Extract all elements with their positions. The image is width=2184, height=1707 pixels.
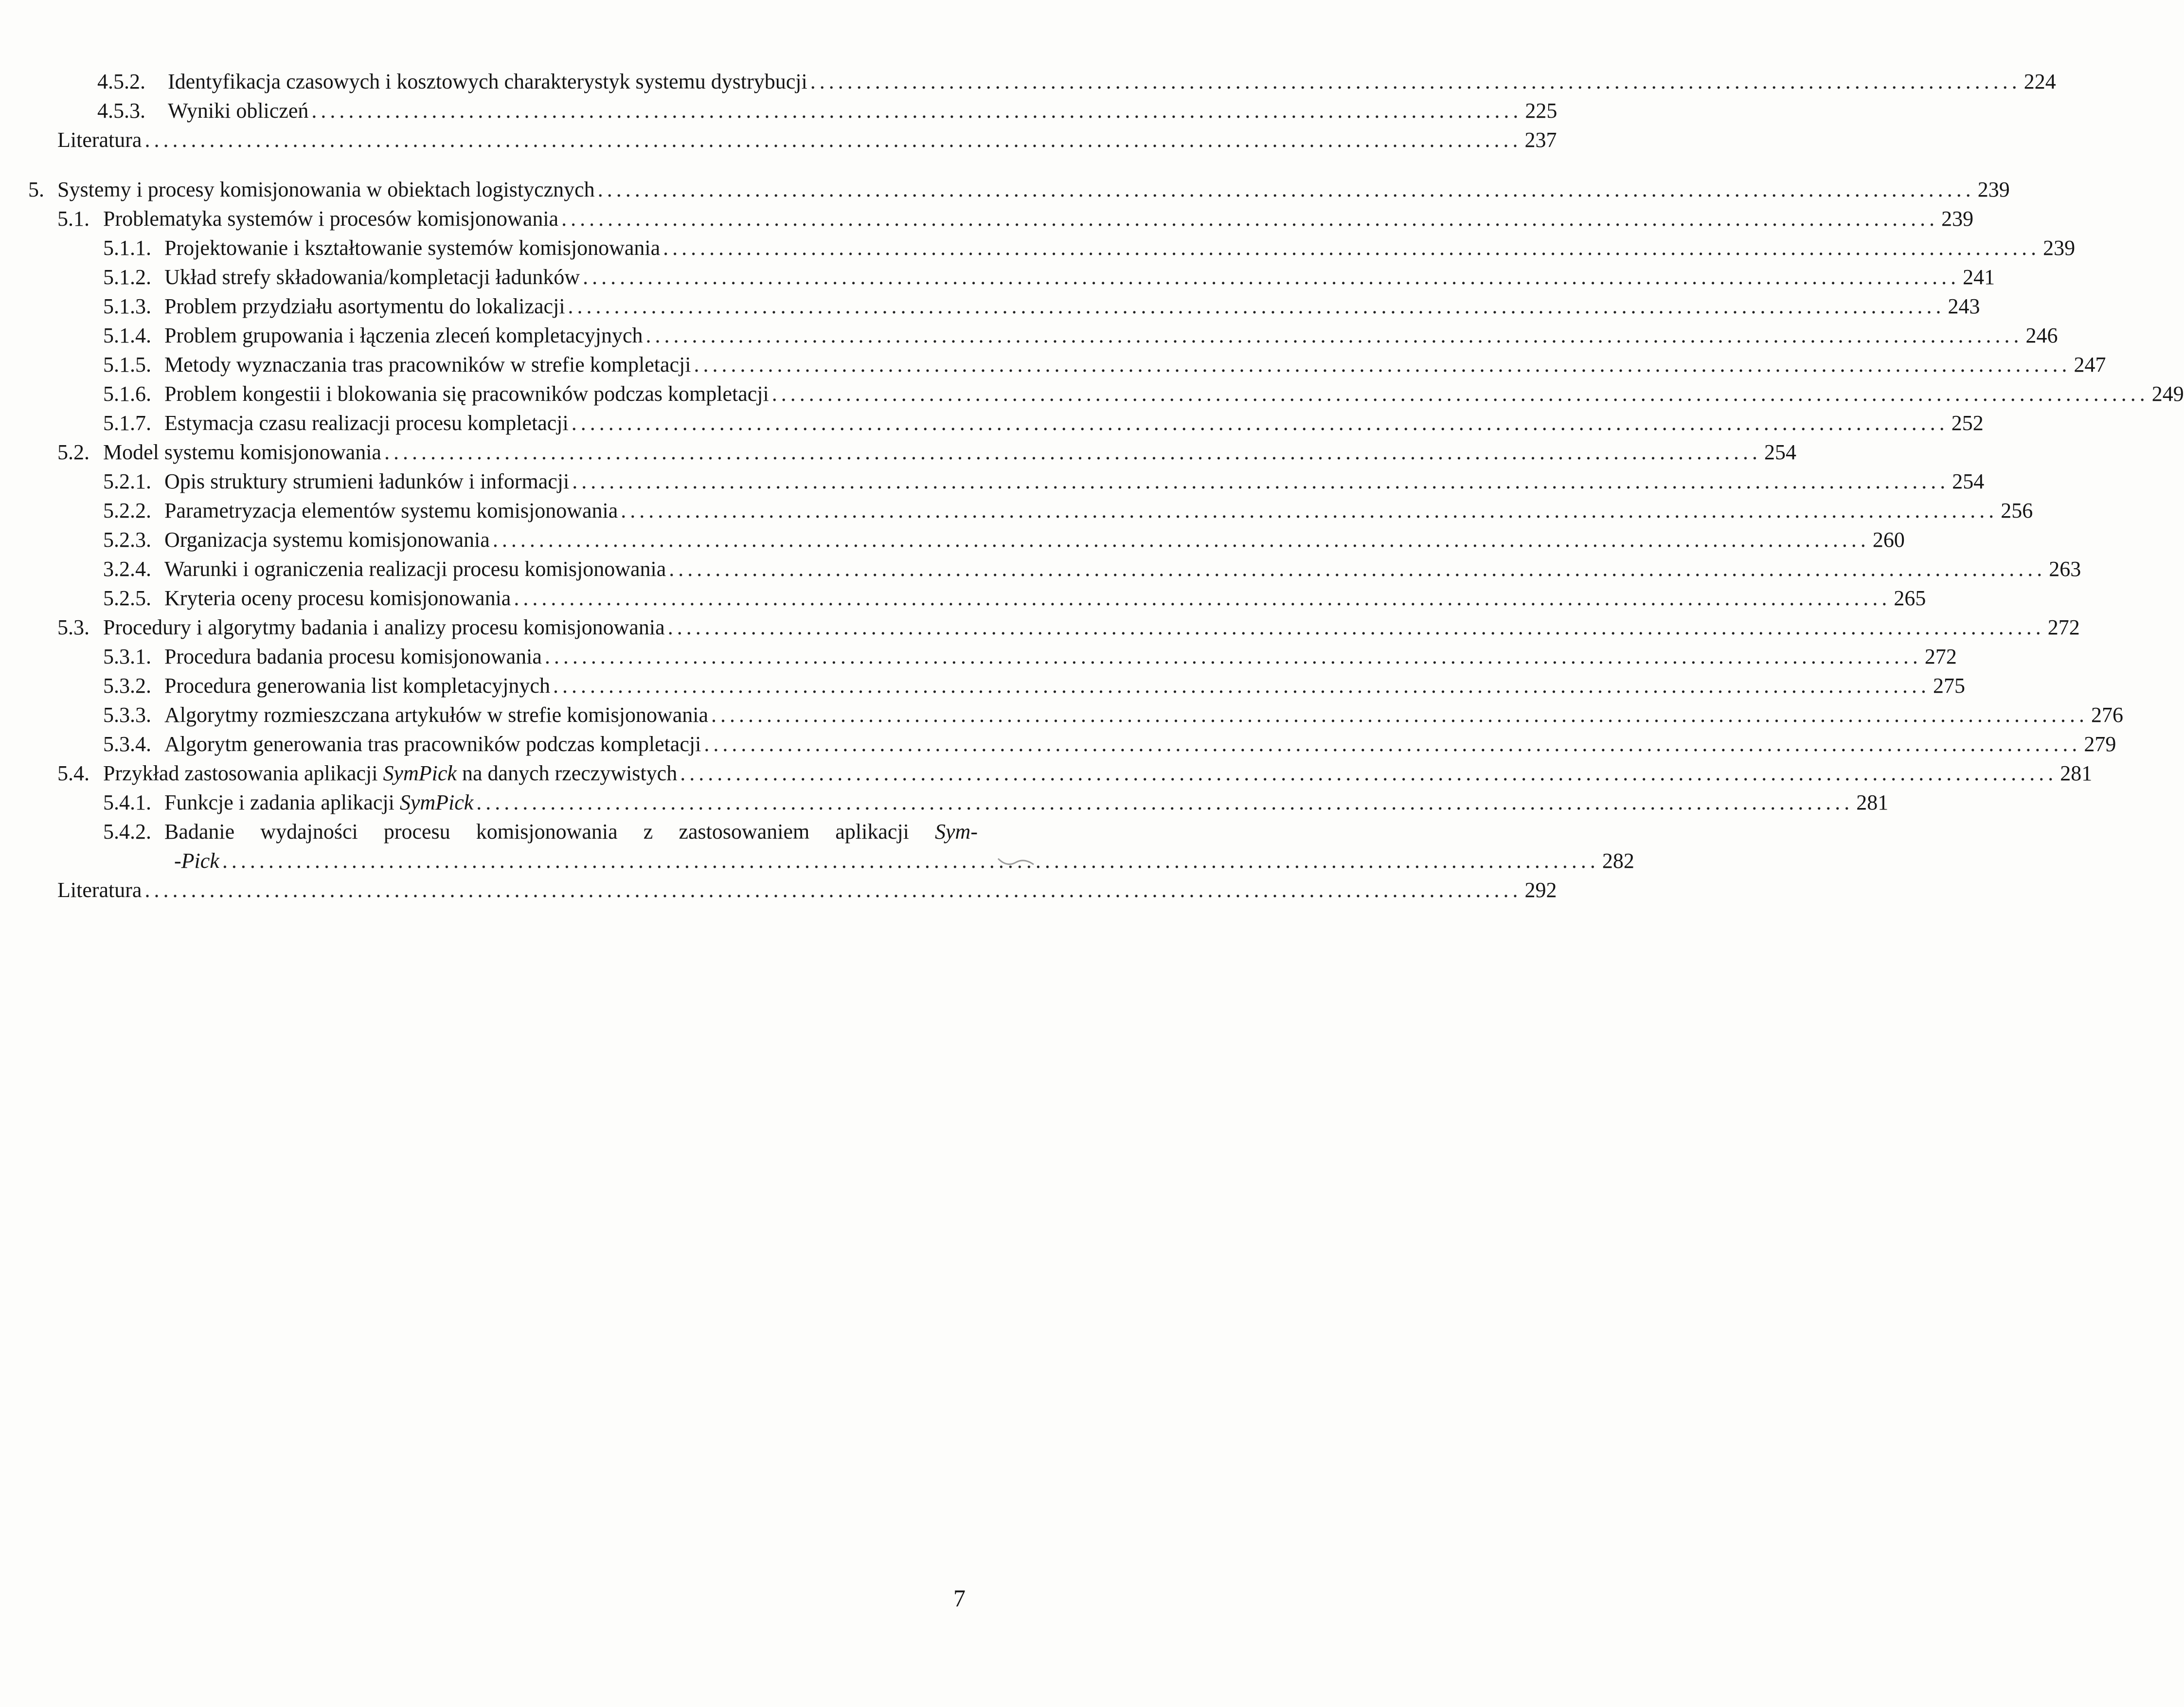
toc-page-number: 241: [1963, 265, 1995, 289]
toc-title: Opis struktury strumieni ładunków i informacji: [164, 469, 570, 493]
toc-number: 3.2.4.: [103, 557, 151, 581]
toc-page-number: 275: [1933, 674, 1965, 698]
toc-title: Procedura generowania list kompletacyjnych: [164, 674, 550, 698]
toc-leader: ...................................................................................................................................: [311, 99, 1522, 123]
toc-leader: .....................................................................................................................................................: [514, 586, 1891, 610]
toc-number: 5.1.6.: [103, 382, 151, 406]
toc-page-number: 263: [2049, 557, 2081, 581]
toc-title: Algorytmy rozmieszczana artykułów w strefie komisjonowania: [164, 703, 709, 727]
toc-page-number: 239: [1977, 178, 2010, 201]
toc-number: 5.3.3.: [103, 703, 151, 727]
toc-leader: .....................................................................................................................................................: [568, 294, 1945, 318]
toc-title: [103, 759, 677, 788]
toc-title-text: na danych rzeczywistych: [456, 761, 678, 785]
toc-page-number: 254: [1952, 469, 1985, 493]
toc-leader: .....................................................................................................................................................: [561, 207, 1939, 231]
toc-page-number: 246: [2025, 323, 2058, 347]
toc-title: Algorytm generowania tras pracowników podczas kompletacji: [164, 732, 701, 756]
toc-number: 5.1.1.: [103, 236, 151, 260]
toc-title: Organizacja systemu komisjonowania: [164, 528, 490, 552]
toc-leader: .....................................................................................................................................................: [144, 128, 1522, 152]
toc-title: Układ strefy składowania/kompletacji ładunków: [164, 265, 580, 289]
toc-number: 5.1.2.: [103, 265, 151, 289]
toc-page-number: 225: [1525, 99, 1557, 123]
toc-number: 5.2.2.: [103, 499, 151, 522]
toc-page-number: 249: [2151, 382, 2184, 406]
toc-number: 5.1.4.: [103, 323, 151, 347]
toc-leader: .....................................................................................................................................................: [663, 236, 2041, 260]
toc-title: Problematyka systemów i procesów komisjonowania: [103, 207, 559, 231]
toc-title-text: Badanie wydajności procesu komisjonowania z zastosowaniem aplikacji: [164, 820, 935, 844]
toc-leader: .....................................................................................................................................................: [384, 440, 1761, 464]
toc-number: 5.2.5.: [103, 586, 151, 610]
toc-title: Metody wyznaczania tras pracowników w strefie kompletacji: [164, 353, 691, 377]
toc-title-line: [164, 817, 978, 846]
toc-number: 5.2.3.: [103, 528, 151, 552]
toc-number: 4.5.2.: [97, 70, 145, 93]
toc-leader: .....................................................................................................................................................: [572, 469, 1950, 493]
toc-page-number: 272: [2047, 615, 2080, 639]
toc-page-number: 224: [2023, 70, 2056, 93]
toc-title: Parametryzacja elementów systemu komisjonowania: [164, 499, 618, 522]
toc-page-number: 243: [1948, 294, 1980, 318]
toc-title-italic: -Pick: [174, 849, 219, 873]
toc-page-number: 247: [2074, 353, 2106, 377]
toc-leader: .....................................................................................................................................................: [583, 265, 1960, 289]
toc-page-number: 281: [1856, 791, 1889, 814]
toc-title: Warunki i ograniczenia realizacji procesu komisjonowania: [164, 557, 666, 581]
toc-title: Identyfikacja czasowych i kosztowych charakterystyk systemu dystrybucji: [168, 70, 807, 93]
toc-leader: .....................................................................................................................................................: [645, 323, 2023, 347]
toc-page-number: 239: [2043, 236, 2076, 260]
toc-leader: .....................................................................................................................................................: [694, 353, 2071, 377]
toc-title-italic: SymPick: [383, 761, 457, 785]
toc-title: Procedura badania procesu komisjonowania: [164, 645, 542, 668]
toc-page-number: 282: [1602, 849, 1634, 873]
toc-number: 5.4.2.: [103, 820, 151, 844]
toc-leader: .....................................................................................................................................................: [492, 528, 1870, 552]
toc-leader: .....................................................................................................................................................: [680, 761, 2058, 785]
toc-title: Estymacja czasu realizacji procesu kompletacji: [164, 411, 569, 435]
toc-leader: .....................................................................................................................................................: [669, 557, 2046, 581]
toc-title-italic: Sym-: [935, 820, 978, 844]
toc-title: Literatura: [57, 878, 142, 902]
toc-leader: .....................................................................................................................................................: [667, 615, 2045, 639]
toc-title: Problem grupowania i łączenia zleceń kompletacyjnych: [164, 323, 643, 347]
toc-title: Systemy i procesy komisjonowania w obiektach logistycznych: [57, 178, 595, 201]
toc-title: Model systemu komisjonowania: [103, 440, 381, 464]
toc-title-text: Funkcje i zadania aplikacji: [164, 791, 400, 814]
toc-page-number: 281: [2060, 761, 2093, 785]
toc-page-number: 239: [1941, 207, 1974, 231]
toc-number: 5.1.: [57, 207, 90, 231]
toc-number: 5.1.5.: [103, 353, 151, 377]
toc-leader: .....................................................................................................................................................: [704, 732, 2081, 756]
toc-number: 5.1.7.: [103, 411, 151, 435]
toc-title-text: Przykład zastosowania aplikacji: [103, 761, 383, 785]
toc-page-number: 237: [1524, 128, 1557, 152]
toc-leader: .....................................................................................................................................................: [553, 674, 1930, 698]
toc-leader: .....................................................................................................................................................: [571, 411, 1949, 435]
toc-page-number: 276: [2091, 703, 2124, 727]
toc-leader: .....................................................................................................................................................: [711, 703, 2089, 727]
toc-leader: .....................................................................................................................................................: [621, 499, 1998, 522]
toc-title-italic: SymPick: [399, 791, 474, 814]
toc-number: 5.3.2.: [103, 674, 151, 698]
toc-page-number: 254: [1764, 440, 1796, 464]
toc-title: Wyniki obliczeń: [168, 99, 309, 123]
toc-title: Problem przydziału asortymentu do lokalizacji: [164, 294, 565, 318]
toc-page-number: 260: [1872, 528, 1905, 552]
toc-title: Literatura: [57, 128, 142, 152]
toc-page-number: 279: [2084, 732, 2116, 756]
toc-title: [164, 788, 473, 817]
toc-leader: .....................................................................................................................................................: [597, 178, 1975, 201]
toc-leader: .....................................................................................................................................................: [544, 645, 1922, 668]
toc-number: 5.4.1.: [103, 791, 151, 814]
toc-leader: .....................................................................................................................................................: [771, 382, 2149, 406]
toc-page-number: 252: [1951, 411, 1984, 435]
toc-number: 5.2.: [57, 440, 90, 464]
toc-page-number: 272: [1924, 645, 1957, 668]
toc-number: 5.3.4.: [103, 732, 151, 756]
toc-number: 5.3.: [57, 615, 90, 639]
toc-number: 5.: [28, 178, 44, 201]
page-number: 7: [953, 1584, 966, 1612]
toc-title: Procedury i algorytmy badania i analizy procesu komisjonowania: [103, 615, 665, 639]
toc-title: Problem kongestii i blokowania się pracowników podczas kompletacji: [164, 382, 769, 406]
toc-page-number: 292: [1524, 878, 1557, 902]
toc-number: 5.1.3.: [103, 294, 151, 318]
toc-page-number: 265: [1894, 586, 1926, 610]
toc-number: 5.2.1.: [103, 469, 151, 493]
toc-page-number: 256: [2001, 499, 2033, 522]
toc-leader: .....................................................................................................................................................: [222, 849, 1599, 873]
toc-number: 4.5.3.: [97, 99, 145, 123]
scan-artifact-mark: [997, 854, 1036, 873]
toc-number: 5.3.1.: [103, 645, 151, 668]
toc-leader: ...................................................................................................................................: [810, 70, 2021, 93]
toc-title: Projektowanie i kształtowanie systemów komisjonowania: [164, 236, 661, 260]
toc-title: Kryteria oceny procesu komisjonowania: [164, 586, 511, 610]
toc-number: 5.4.: [57, 761, 90, 785]
toc-leader: .....................................................................................................................................................: [476, 791, 1854, 814]
toc-leader: .....................................................................................................................................................: [144, 878, 1522, 902]
